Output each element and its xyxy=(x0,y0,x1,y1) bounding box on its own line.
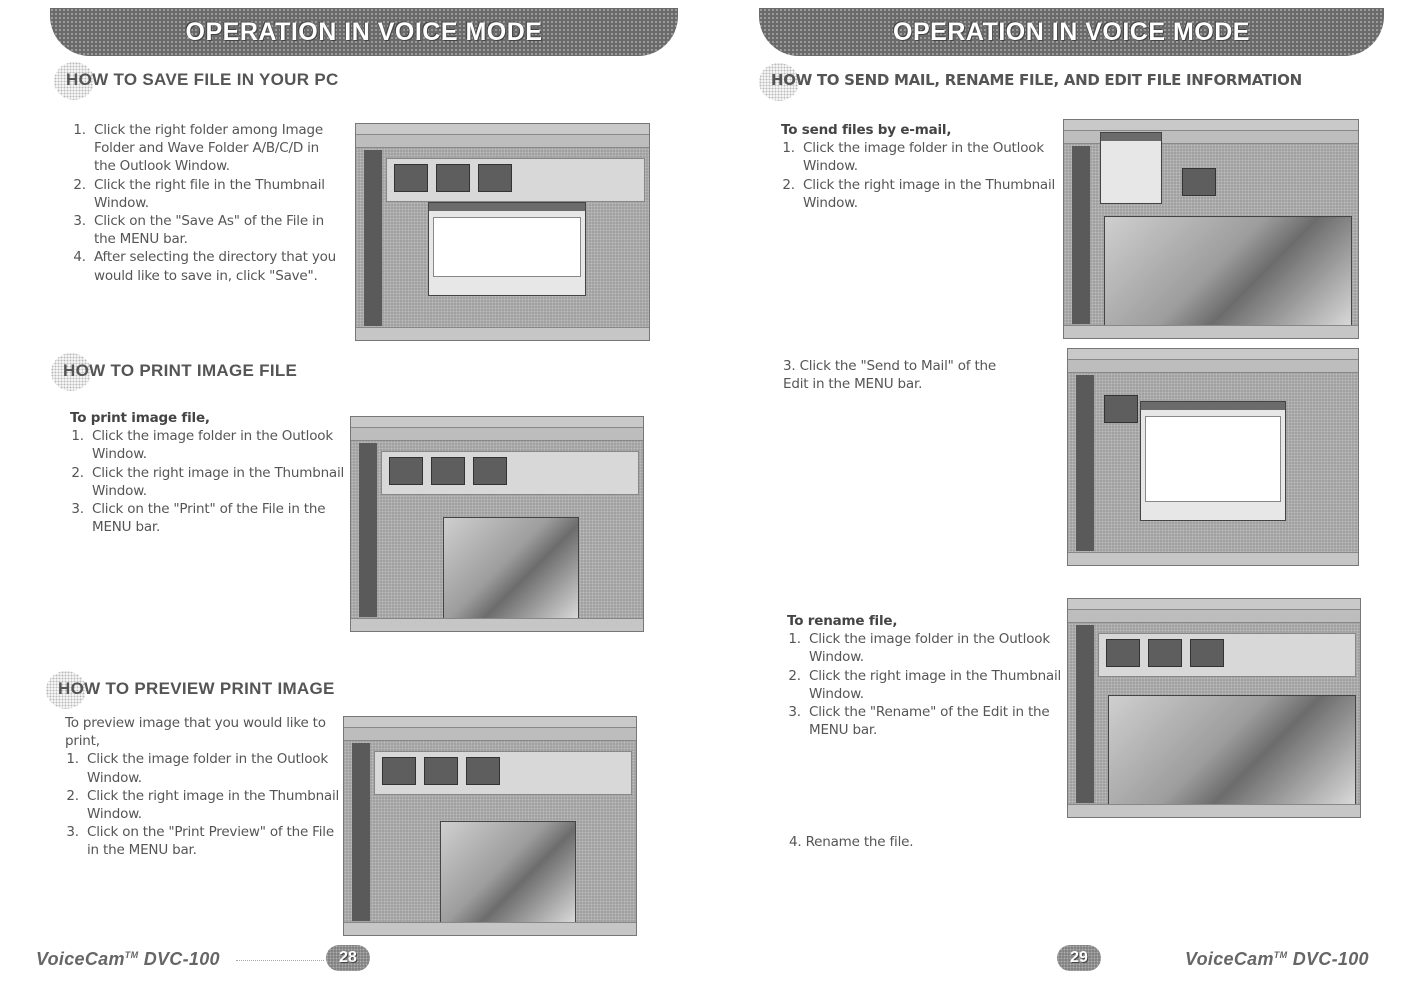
screenshot-toolbar xyxy=(1068,610,1360,623)
rename-steps xyxy=(787,612,1063,739)
menu-header xyxy=(1101,133,1161,141)
preview-intro: To preview image that you would like to print, xyxy=(65,715,326,750)
outlook-bar xyxy=(1072,146,1090,324)
screenshot-titlebar xyxy=(1064,120,1358,131)
screenshot-toolbar xyxy=(1068,360,1358,373)
preview-section-title: HOW TO PREVIEW PRINT IMAGE xyxy=(58,679,335,698)
outlook-bar xyxy=(1076,375,1094,551)
print-step-2: 2. Click the right image in the Thumbnail Window. xyxy=(88,464,352,500)
brand-name: VoiceCam xyxy=(1185,949,1274,969)
print-preview-screenshot xyxy=(343,716,637,936)
save-step-3: 3. Click on the "Save As" of the File in the MENU bar. xyxy=(90,212,344,248)
print-step-3: 3. Click on the "Print" of the File in the MENU bar. xyxy=(88,500,352,536)
rename-screenshot xyxy=(1067,598,1361,818)
dialog-file-list xyxy=(433,217,581,277)
screenshot-titlebar xyxy=(356,124,649,135)
print-screenshot xyxy=(350,416,644,632)
brand-model: DVC-100 xyxy=(1287,949,1369,969)
screenshot-toolbar xyxy=(356,135,649,148)
thumbnail-1 xyxy=(389,457,423,485)
screenshot-titlebar xyxy=(351,417,643,428)
send-step-1: 1. Click the image folder in the Outlook Window. xyxy=(799,139,1059,175)
screenshot-statusbar xyxy=(1064,325,1358,338)
image-preview xyxy=(1108,695,1356,805)
screenshot-statusbar xyxy=(351,618,643,631)
screenshot-statusbar xyxy=(1068,552,1358,565)
image-preview xyxy=(443,517,579,619)
send-mail-subtitle: To send files by e-mail, xyxy=(781,122,952,138)
print-steps xyxy=(70,409,352,536)
thumbnail-1 xyxy=(1182,168,1216,196)
new-message-dialog xyxy=(1140,401,1286,521)
outlook-bar xyxy=(352,743,370,921)
print-step-1: 1. Click the image folder in the Outlook Window. xyxy=(88,427,352,463)
screenshot-toolbar xyxy=(344,728,636,741)
brand-name: VoiceCam xyxy=(36,949,125,969)
save-as-screenshot xyxy=(355,123,650,341)
outlook-bar xyxy=(364,150,382,326)
right-page xyxy=(711,0,1422,996)
right-footer-brand xyxy=(1185,949,1369,970)
rename-step-4: 4. Rename the file. xyxy=(789,834,914,850)
thumbnail-3 xyxy=(473,457,507,485)
left-banner xyxy=(50,8,678,56)
left-page-number xyxy=(326,945,370,971)
screenshot-statusbar xyxy=(356,327,649,340)
right-banner-title: OPERATION IN VOICE MODE xyxy=(893,17,1250,46)
preview-step-1: 1. Click the image folder in the Outlook Window. xyxy=(83,750,345,786)
outlook-bar xyxy=(1076,625,1094,803)
outlook-bar xyxy=(359,443,377,617)
dialog-titlebar xyxy=(1141,402,1285,410)
image-preview xyxy=(1104,216,1352,328)
right-page-number-text: 29 xyxy=(1070,949,1088,966)
left-footer-rule xyxy=(236,960,324,961)
thumbnail-3 xyxy=(466,757,500,785)
thumbnail-2 xyxy=(1148,639,1182,667)
screenshot-titlebar xyxy=(1068,599,1360,610)
edit-menu-dropdown xyxy=(1100,132,1162,204)
left-footer-brand xyxy=(36,949,220,970)
preview-step-3: 3. Click on the "Print Preview" of the File in the MENU bar. xyxy=(83,823,345,859)
thumbnail-2 xyxy=(424,757,458,785)
save-as-dialog xyxy=(428,202,586,296)
send-step-3: 3. Click the "Send to Mail" of the Edit in the MENU bar. xyxy=(783,358,997,393)
rename-step-2: 2. Click the right image in the Thumbnail Window. xyxy=(805,667,1063,703)
left-banner-title: OPERATION IN VOICE MODE xyxy=(185,17,543,46)
mail-section-title: HOW TO SEND MAIL, RENAME FILE, AND EDIT FILE INFORMATION xyxy=(771,71,1302,89)
print-section-title: HOW TO PRINT IMAGE FILE xyxy=(63,361,298,380)
screenshot-titlebar xyxy=(1068,349,1358,360)
screenshot-statusbar xyxy=(344,922,636,935)
send-mail-steps xyxy=(781,121,1059,212)
preview-steps xyxy=(65,714,345,860)
thumbnail-2 xyxy=(436,164,470,192)
save-steps xyxy=(72,121,344,285)
left-page-number-text: 28 xyxy=(339,949,357,966)
image-preview xyxy=(440,821,576,923)
send-step-2: 2. Click the right image in the Thumbnail Window. xyxy=(799,176,1059,212)
right-page-number xyxy=(1057,945,1101,971)
send-mail-screenshot xyxy=(1063,119,1359,339)
screenshot-titlebar xyxy=(344,717,636,728)
rename-step-1: 1. Click the image folder in the Outlook Window. xyxy=(805,630,1063,666)
thumbnail-3 xyxy=(478,164,512,192)
dialog-titlebar xyxy=(429,203,585,211)
save-section-title: HOW TO SAVE FILE IN YOUR PC xyxy=(66,70,339,89)
rename-subtitle: To rename file, xyxy=(787,613,898,629)
thumbnail-1 xyxy=(1106,639,1140,667)
thumbnail-1 xyxy=(394,164,428,192)
thumbnail-1 xyxy=(1104,395,1138,423)
save-step-4: 4. After selecting the directory that you would like to save in, click "Save". xyxy=(90,248,344,284)
brand-tm: TM xyxy=(124,950,139,960)
print-subtitle: To print image file, xyxy=(70,410,210,426)
brand-tm: TM xyxy=(1273,950,1288,960)
preview-step-2: 2. Click the right image in the Thumbnail Window. xyxy=(83,787,345,823)
thumbnail-3 xyxy=(1190,639,1224,667)
right-banner xyxy=(759,8,1384,56)
screenshot-statusbar xyxy=(1068,804,1360,817)
save-step-2: 2. Click the right file in the Thumbnail Window. xyxy=(90,176,344,212)
thumbnail-1 xyxy=(382,757,416,785)
rename-step-3: 3. Click the "Rename" of the Edit in the MENU bar. xyxy=(805,703,1063,739)
thumbnail-2 xyxy=(431,457,465,485)
message-body xyxy=(1145,416,1281,502)
screenshot-toolbar xyxy=(351,428,643,441)
brand-model: DVC-100 xyxy=(138,949,220,969)
send-to-mail-screenshot xyxy=(1067,348,1359,566)
save-step-1: 1. Click the right folder among Image Folder and Wave Folder A/B/C/D in the Outlook Window. xyxy=(90,121,344,176)
